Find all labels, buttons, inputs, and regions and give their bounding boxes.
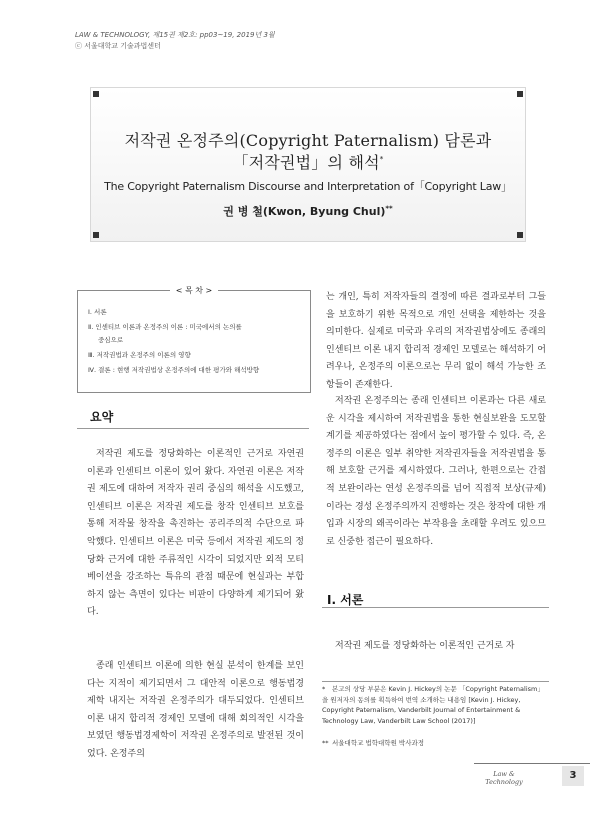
toc-list <box>88 305 306 378</box>
footnote <box>322 738 546 749</box>
toc-title: < 목 차 > <box>78 285 310 296</box>
toc-item: Ⅳ. 결론 : 현행 저작권법상 온정주의에 대한 평가와 해석방향 <box>88 366 260 374</box>
corner-square-icon <box>93 232 99 238</box>
body-paragraph: 저작권 제도를 정당화하는 이론적인 근거로 자 <box>335 641 515 651</box>
corner-square-icon <box>517 91 523 97</box>
footer-journal-label: Law & Technology <box>485 770 523 786</box>
divider <box>77 428 309 429</box>
body-paragraph: 는 개인, 특히 저작자들의 결정에 따른 결과로부터 그들을 보호하기 위한 목적으로 개인 선택을 제한하는 것을 의미한다. 실제로 미국과 우리의 저작권법상에도 종래의 인센티브 이론 내지 합리적 경제인 모델로는 해석하기 어려우나, 온정주의 이론으로는 무리 없이 해석 가능한 조항들이 존재한다. <box>326 292 546 390</box>
footnote <box>322 684 546 726</box>
body-paragraph: 저작권 온정주의는 종래 인센티브 이론과는 다른 새로운 시각을 제시하여 저작권법을 통한 현실보완을 도모할 계기를 제공하였다는 점에서 높이 평가할 수 있다. 즉, 온정주의 이론은 일부 취약한 저작권자들을 저작권법을 통해 보호할 근거를 제시하였다. 그러나, 한편으로는 간접적 보완이라는 연성 온정주의를 넘어 직접적 보상(규제)이라는 경성 온정주의까지 진행하는 것은 창작에 대한 개입과 시장의 왜곡이라는 부작용을 초래할 우려도 있으므로 신중한 접근이 필요하다. <box>326 396 546 547</box>
toc-item: 중심으로 <box>98 336 124 344</box>
corner-square-icon <box>93 91 99 97</box>
title-korean-line2-text: 「저작권법」의 해석 <box>232 153 380 172</box>
abstract-heading: 요약 <box>90 410 114 424</box>
divider <box>322 607 549 608</box>
intro-heading: Ⅰ. 서론 <box>327 593 364 607</box>
abstract-paragraph: 저작권 제도를 정당화하는 이론적인 근거로 자연권 이론과 인센티브 이론이 있어 왔다. 자연권 이론은 저작권 제도에 대하여 저작자 권리 중심의 해석을 시도했고, 인센티브 이론은 저작권 제도를 창작 인센티브 보호를 통해 저작물 창작을 촉진하는 공리주의적 수단으로 파악했다. 인센티브 이론은 미국 등에서 저작권 제도의 정당화 근거에 대한 주류적인 시각이 되었지만 외적 모티베이션을 강조하는 특유의 관점 때문에 현실과는 부합하지 않는 측면이 있다는 비판이 다양하게 제기되어 왔다. <box>87 449 304 618</box>
publisher-line: ⓒ 서울대학교 기술과법센터 <box>75 42 161 50</box>
title-english: The Copyright Paternalism Discourse and Interpretation of「Copyright Law」 <box>104 180 512 193</box>
title-korean-line2 <box>91 150 525 173</box>
journal-citation: LAW & TECHNOLOGY, 제15권 제2호: pp03~19, 2019년 3월 <box>75 31 275 39</box>
journal-header <box>75 30 475 52</box>
abstract-paragraph: 종래 인센티브 이론에 의한 현실 분석이 한계를 보인다는 지적이 제기되면서 그 대안적 이론으로 행동법경제학 내지는 저작권 온정주의가 대두되었다. 인센티브 이론 내지 합리적 경제인 모델에 대해 회의적인 시각을 보였던 행동법경제학이 저작권 온정주의로 발전된 것이었다. 온정주의 <box>87 661 304 759</box>
footnote-divider <box>322 681 549 682</box>
author-line <box>91 203 525 219</box>
toc-item: Ⅱ. 인센티브 이론과 온정주의 이론 : 미국에서의 논의를 <box>88 323 242 331</box>
table-of-contents <box>77 286 311 393</box>
author-footnote-mark[interactable]: ** <box>385 204 393 213</box>
footnote-mark: * <box>322 685 326 693</box>
title-box <box>90 87 526 242</box>
footnote-text: 본고의 상당 부분은 Kevin J. Hickey의 논문 「Copyright Paternalism」을 원저자의 동의를 획득하여 번역 소개하는 내용임 [Kevin J. Hickey, Copyright Paternalism, Vanderbilt Journal of Entertainment & Technology Law, Vanderbilt Law School (2017)] <box>322 685 544 725</box>
toc-item: Ⅰ. 서론 <box>88 308 107 316</box>
footnote-mark: ** <box>322 739 329 747</box>
author-name: 권 병 철(Kwon, Byung Chul) <box>223 205 386 218</box>
page-number: 3 <box>562 766 584 786</box>
footnote-text: 서울대학교 법학대학원 박사과정 <box>332 739 425 747</box>
corner-square-icon <box>517 232 523 238</box>
footer-line <box>474 763 590 764</box>
title-korean-line1: 저작권 온정주의(Copyright Paternalism) 담론과 <box>124 131 492 150</box>
title-footnote-mark[interactable]: * <box>379 155 384 164</box>
toc-item: Ⅲ. 저작권법과 온정주의 이론의 영향 <box>88 351 191 359</box>
